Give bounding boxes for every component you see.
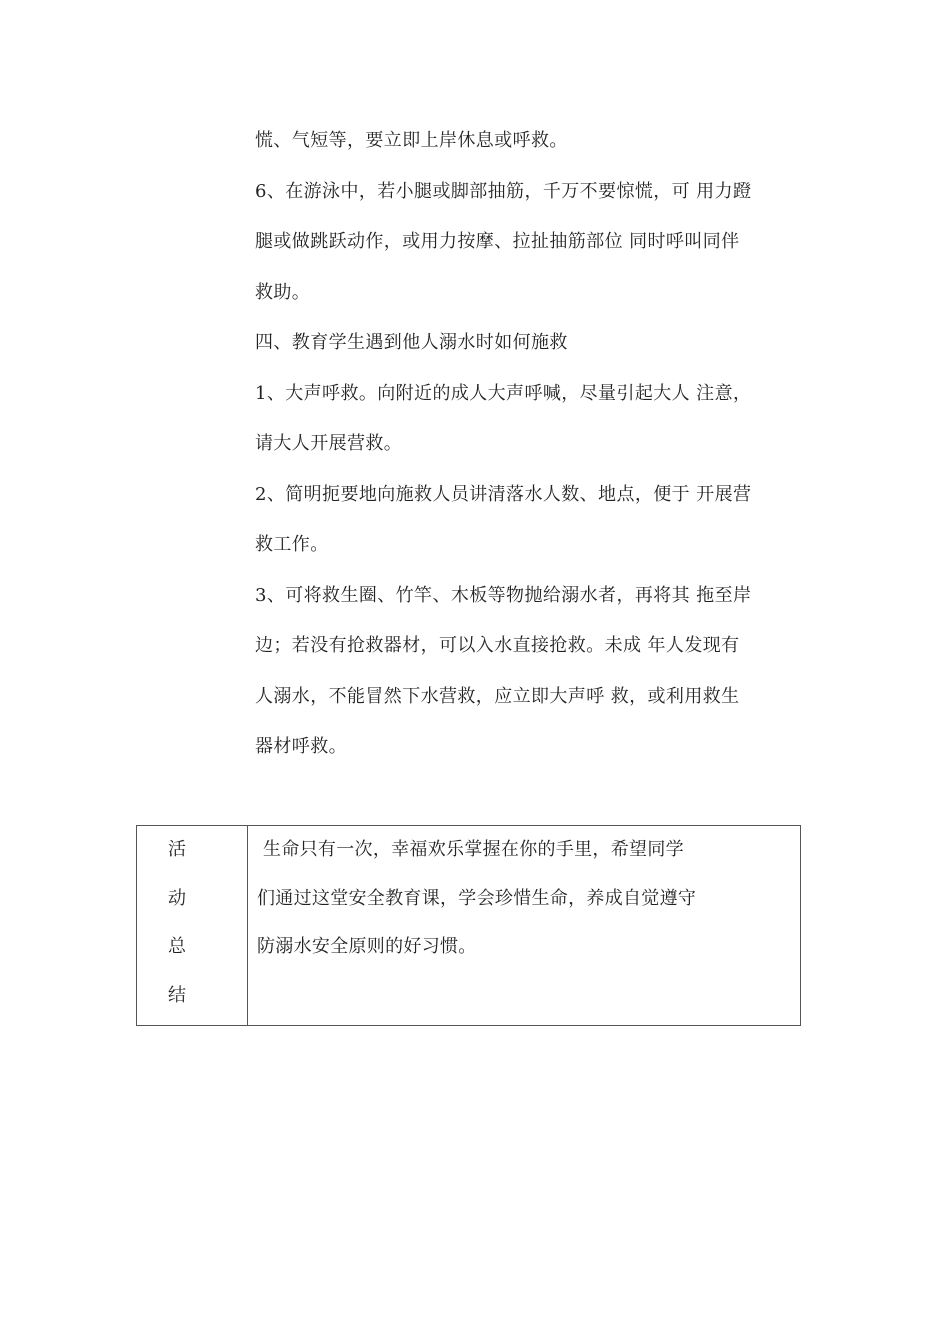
text-line: 请大人开展营救。 [255, 433, 403, 454]
text-line: 救助。 [255, 281, 311, 303]
body-text [255, 122, 805, 779]
activity-summary-table [136, 825, 801, 1026]
text-line: 救工作。 [255, 534, 329, 555]
summary-content-cell [248, 826, 800, 1025]
text-line: 腿或做跳跃动作，或用力按摩、拉扯抽筋部位 同时呼叫同伴 [255, 231, 740, 252]
summary-label-char: 结 [168, 984, 186, 1006]
text-line: 人溺水，不能冒然下水营救，应立即大声呼 救，或利用救生 [255, 685, 740, 707]
summary-text-line: 们通过这堂安全教育课，学会珍惜生命，养成自觉遵守 [257, 887, 697, 909]
summary-text-line: 防溺水安全原则的好习惯。 [257, 936, 477, 957]
text-line: 边；若没有抢救器材，可以入水直接抢救。未成 年人发现有 [255, 635, 740, 656]
summary-text-line: 生命只有一次，幸福欢乐掌握在你的手里，希望同学 [257, 839, 684, 860]
summary-label-char: 动 [168, 887, 186, 909]
text-line: 6、在游泳中，若小腿或脚部抽筋，千万不要惊慌，可 用力蹬 [255, 180, 752, 202]
text-line: 2、简明扼要地向施救人员讲清落水人数、地点，便于 开展营 [255, 483, 752, 505]
text-line: 1、大声呼救。向附近的成人大声呼喊，尽量引起大人 注意， [255, 382, 752, 404]
text-line: 器材呼救。 [255, 736, 347, 757]
text-line: 3、可将救生圈、竹竿、木板等物抛给溺水者，再将其 拖至岸 [255, 584, 752, 606]
summary-label-cell [137, 826, 248, 1025]
section-heading: 四、教育学生遇到他人溺水时如何施救 [255, 332, 568, 353]
text-line: 慌、气短等，要立即上岸休息或呼救。 [255, 130, 568, 151]
summary-label-char: 活 [168, 839, 186, 860]
summary-label-char: 总 [168, 936, 186, 957]
